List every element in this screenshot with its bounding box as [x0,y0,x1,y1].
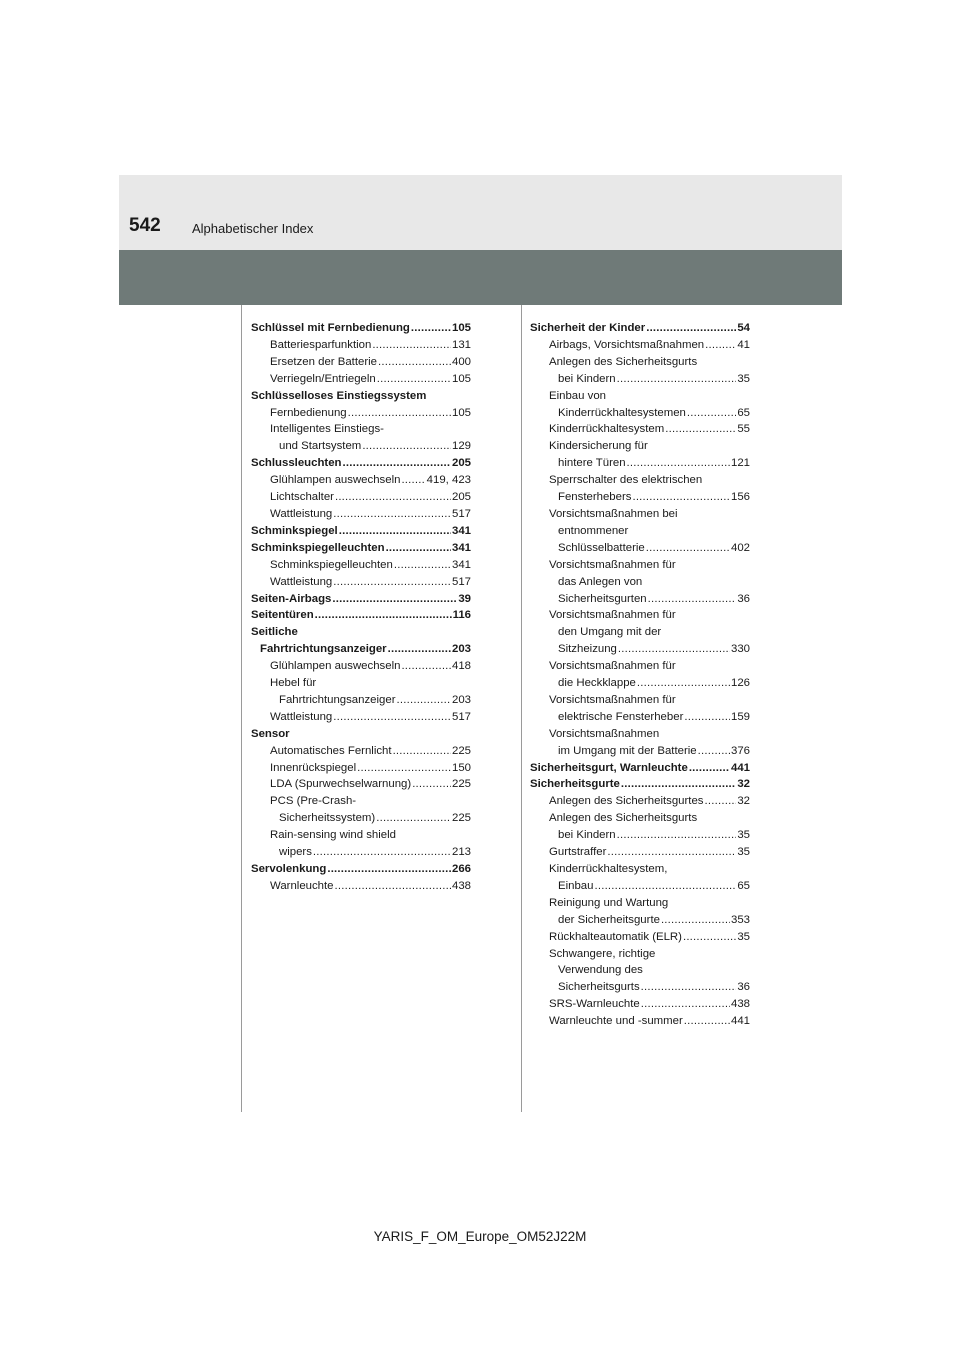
dot-leader [646,320,736,337]
entry-term: Vorsichtsmaßnahmen für [549,609,676,622]
dot-leader [333,574,451,591]
index-entry [251,776,471,793]
dot-leader [594,878,736,895]
dot-leader [627,455,730,472]
entry-page-ref: 35 [737,829,750,842]
dot-leader [386,540,451,557]
entry-term: Wattleistung [270,507,333,520]
index-entry [530,743,750,760]
index-entry [530,827,750,844]
entry-page-ref: 55 [737,423,750,436]
index-entry [251,438,471,455]
index-entry [251,337,471,354]
index-entry [251,607,471,624]
entry-page-ref: 205 [451,457,471,470]
index-entry [251,624,471,641]
entry-term: Ersetzen der Batterie [270,355,377,368]
entry-page-ref: 35 [737,372,750,385]
dot-leader [641,979,737,996]
dot-leader [401,658,451,675]
dot-leader [705,793,737,810]
entry-term: das Anlegen von [558,575,643,588]
entry-term: im Umgang mit der Batterie [558,744,697,757]
entry-term: Sperrschalter des elektrischen [549,474,703,487]
page-header [119,175,842,305]
header-band [119,250,842,305]
dot-leader [335,878,451,895]
entry-page-ref: 32 [737,778,750,791]
entry-term: Seitliche [251,626,298,639]
page-number: 542 [129,215,161,236]
dot-leader [684,709,730,726]
entry-term: bei Kindern [558,829,616,842]
entry-term: Sitzheizung [558,643,617,656]
index-entry [251,320,471,337]
entry-page-ref: 105 [451,372,471,385]
entry-page-ref: 266 [451,863,471,875]
index-entry [251,371,471,388]
entry-term: Anlegen des Sicherheitsgurts [549,355,698,368]
entry-term: Einbau [558,879,594,892]
dot-leader [327,861,451,878]
index-entry [530,1013,750,1030]
dot-leader [618,641,730,658]
entry-term: Einbau von [549,389,606,402]
entry-term: Schlüsselloses Einstiegssystem [251,389,427,402]
entry-page-ref: 438 [451,879,471,892]
index-entry [530,709,750,726]
entry-term: Schwangere, richtige [549,947,656,960]
index-entry [530,979,750,996]
entry-term: den Umgang mit der [558,626,662,639]
entry-term: elektrische Fensterheber [558,710,684,723]
entry-term: Fernbedienung [270,406,347,419]
index-entry [530,878,750,895]
entry-page-ref: 402 [730,541,750,554]
entry-term: Airbags, Vorsichtsmaßnahmen [549,338,705,351]
dot-leader [401,472,425,489]
index-entry [530,337,750,354]
entry-page-ref: 116 [452,609,471,622]
dot-leader [621,776,736,793]
entry-page-ref: 213 [451,846,471,859]
index-entry [530,320,750,337]
dot-leader [388,641,451,658]
index-entry [530,641,750,658]
entry-term: entnommener [558,524,629,537]
dot-leader [617,371,737,388]
index-entry [530,810,750,827]
index-entry [251,472,471,489]
index-entry [530,861,750,878]
entry-page-ref: 129 [451,440,471,453]
index-entry [251,388,471,405]
entry-term: die Heckklappe [558,677,636,690]
entry-page-ref: 54 [737,322,750,334]
entry-term: der Sicherheitsgurte [558,913,660,926]
index-entry [530,760,750,777]
index-entry [251,726,471,743]
entry-term: Sensor [251,727,290,740]
entry-term: Reinigung und Wartung [549,896,669,909]
index-entry [251,743,471,760]
entry-term: Seiten-Airbags [251,592,332,605]
entry-term: Glühlampen auswechseln [270,474,401,487]
entry-page-ref: 36 [737,981,750,994]
index-entry [530,624,750,641]
entry-term: Seitentüren [251,609,314,622]
entry-term: Kinderrückhaltesystem [549,423,665,436]
entry-term: PCS (Pre-Crash- [270,795,357,808]
entry-term: Intelligentes Einstiegs- [270,423,384,436]
entry-page-ref: 35 [737,846,750,859]
entry-term: Fensterhebers [558,491,632,504]
entry-term: bei Kindern [558,372,616,385]
index-entry [530,844,750,861]
index-entry [251,878,471,895]
entry-page-ref: 418 [451,660,471,673]
dot-leader [698,743,730,760]
dot-leader [333,709,451,726]
entry-page-ref: 131 [451,338,471,351]
dot-leader [411,320,451,337]
document-code: YARIS_F_OM_Europe_OM52J22M [373,1229,587,1244]
entry-page-ref: 65 [737,406,750,419]
dot-leader [661,912,730,929]
entry-term: wipers [279,846,312,859]
dot-leader [607,844,736,861]
index-entry [530,996,750,1013]
entry-page-ref: 35 [737,930,750,943]
dot-leader [378,354,451,371]
index-entry [530,455,750,472]
entry-term: Sicherheitsgurts [558,981,640,994]
dot-leader [362,438,451,455]
dot-leader [689,760,730,777]
entry-term: Lichtschalter [270,491,334,504]
dot-leader [637,675,730,692]
index-entry [251,405,471,422]
entry-page-ref: 121 [730,457,750,470]
entry-page-ref: 517 [451,507,471,520]
entry-term: Kinderrückhaltesystem, [549,863,668,875]
index-entry [530,540,750,557]
entry-page-ref: 36 [737,592,750,605]
entry-term: Schlüssel mit Fernbedienung [251,322,410,334]
dot-leader [333,506,451,523]
entry-page-ref: 441 [730,761,750,774]
entry-term: Warnleuchte [270,879,334,892]
entry-page-ref: 400 [451,355,471,368]
entry-term: und Startsystem [279,440,362,453]
index-entry [530,354,750,371]
dot-leader [348,405,451,422]
dot-leader [339,523,451,540]
index-entry [530,472,750,489]
entry-page-ref: 330 [730,643,750,656]
entry-page-ref: 156 [730,491,750,504]
index-entry [251,489,471,506]
index-entry [530,895,750,912]
entry-term: Schminkspiegelleuchten [251,541,385,554]
entry-page-ref: 419, 423 [426,474,471,487]
entry-term: Kindersicherung für [549,440,648,453]
index-entry [251,692,471,709]
index-entry [251,523,471,540]
index-entry [530,421,750,438]
entry-page-ref: 341 [451,541,471,554]
index-entry [251,844,471,861]
entry-term: Verwendung des [558,964,643,977]
entry-term: Sicherheitsgurten [558,592,647,605]
dot-leader [684,1013,730,1030]
entry-page-ref: 126 [730,677,750,690]
entry-page-ref: 517 [451,575,471,588]
entry-page-ref: 203 [451,693,471,706]
index-entry [251,591,471,608]
entry-page-ref: 376 [730,744,750,757]
entry-page-ref: 341 [451,558,471,571]
entry-page-ref: 353 [730,913,750,926]
entry-term: Automatisches Fernlicht [270,744,392,757]
index-entry [530,371,750,388]
index-entry [251,540,471,557]
index-entry [530,793,750,810]
entry-page-ref: 39 [458,592,471,605]
index-entry [251,861,471,878]
index-entry [530,523,750,540]
entry-page-ref: 205 [451,491,471,504]
entry-term: Fahrtrichtungsanzeiger [260,643,387,656]
dot-leader [648,591,737,608]
index-entry [530,506,750,523]
dot-leader [412,776,451,793]
index-entry [530,438,750,455]
index-entry [530,726,750,743]
dot-leader [357,760,451,777]
entry-term: SRS-Warnleuchte [549,998,640,1011]
entry-term: Sicherheitssystem) [279,812,376,825]
index-entry [251,827,471,844]
index-entry [530,388,750,405]
entry-page-ref: 32 [737,795,750,808]
entry-term: Gurtstraffer [549,846,607,859]
entry-term: Fahrtrichtungsanzeiger [279,693,396,706]
index-entry [251,675,471,692]
index-entry [251,760,471,777]
entry-term: hintere Türen [558,457,626,470]
entry-term: Warnleuchte und -summer [549,1015,683,1028]
index-entry [251,709,471,726]
entry-page-ref: 41 [737,338,750,351]
index-entry [251,455,471,472]
dot-leader [394,557,451,574]
index-entry [530,929,750,946]
index-entry [530,946,750,963]
entry-term: Vorsichtsmaßnahmen für [549,558,676,571]
index-entry [251,506,471,523]
entry-term: Vorsichtsmaßnahmen für [549,693,676,706]
index-entry [530,776,750,793]
index-entry [530,574,750,591]
index-entry [530,692,750,709]
index-entry [251,354,471,371]
entry-page-ref: 225 [451,812,471,825]
entry-term: Kinderrückhaltesystemen [558,406,686,419]
entry-page-ref: 517 [451,710,471,723]
dot-leader [343,455,451,472]
entry-page-ref: 441 [730,1015,750,1028]
entry-term: Schminkspiegel [251,524,338,537]
index-entry [530,675,750,692]
entry-page-ref: 225 [451,744,471,757]
entry-term: Servolenkung [251,863,327,875]
dot-leader [397,692,451,709]
dot-leader [687,405,736,422]
entry-term: Innenrückspiegel [270,761,357,774]
dot-leader [641,996,730,1013]
entry-page-ref: 203 [451,643,471,656]
index-entry [251,574,471,591]
index-entry [251,641,471,658]
entry-term: Schminkspiegelleuchten [270,558,393,571]
dot-leader [617,827,737,844]
entry-term: Wattleistung [270,710,333,723]
index-entry [251,810,471,827]
index-entry [251,658,471,675]
entry-page-ref: 150 [451,761,471,774]
index-entry [251,793,471,810]
dot-leader [646,540,730,557]
column-rule-left [241,305,242,1112]
dot-leader [665,421,736,438]
entry-term: Schlüsselbatterie [558,541,645,554]
index-entry [530,607,750,624]
dot-leader [335,489,451,506]
entry-page-ref: 225 [451,778,471,791]
entry-term: Vorsichtsmaßnahmen bei [549,507,678,520]
dot-leader [683,929,736,946]
entry-page-ref: 438 [730,998,750,1011]
entry-page-ref: 341 [451,524,471,537]
entry-term: Glühlampen auswechseln [270,660,401,673]
entry-term: Batteriesparfunktion [270,338,372,351]
entry-page-ref: 65 [737,879,750,892]
index-entry [251,557,471,574]
dot-leader [632,489,730,506]
entry-page-ref: 105 [451,322,471,334]
entry-term: Sicherheitsgurt, Warnleuchte [530,761,688,774]
dot-leader [393,743,451,760]
entry-term: Wattleistung [270,575,333,588]
dot-leader [377,371,451,388]
entry-term: Anlegen des Sicherheitsgurts [549,812,698,825]
index-entry [530,912,750,929]
index-entry [530,962,750,979]
entry-page-ref: 105 [451,406,471,419]
dot-leader [372,337,451,354]
dot-leader [376,810,451,827]
dot-leader [315,607,452,624]
index-entry [530,591,750,608]
index-entry [530,405,750,422]
dot-leader [332,591,457,608]
entry-term: Sicherheit der Kinder [530,322,646,334]
entry-term: Anlegen des Sicherheitsgurtes [549,795,704,808]
entry-term: Rückhalteautomatik (ELR) [549,930,682,943]
entry-term: Rain-sensing wind shield [270,829,396,842]
index-entry [530,658,750,675]
index-column-right [530,320,750,1030]
entry-term: Vorsichtsmaßnahmen für [549,660,676,673]
entry-term: Hebel für [270,677,317,690]
index-entry [251,421,471,438]
entry-term: LDA (Spurwechselwarnung) [270,778,412,791]
index-entry [530,557,750,574]
entry-term: Schlussleuchten [251,457,342,470]
column-rule-right [521,305,522,1112]
entry-term: Vorsichtsmaßnahmen [549,727,660,740]
index-entry [530,489,750,506]
section-title: Alphabetischer Index [192,221,314,236]
dot-leader [313,844,451,861]
entry-page-ref: 159 [730,710,750,723]
dot-leader [705,337,736,354]
index-column-left [251,320,471,895]
entry-term: Verriegeln/Entriegeln [270,372,376,385]
entry-term: Sicherheitsgurte [530,778,620,791]
